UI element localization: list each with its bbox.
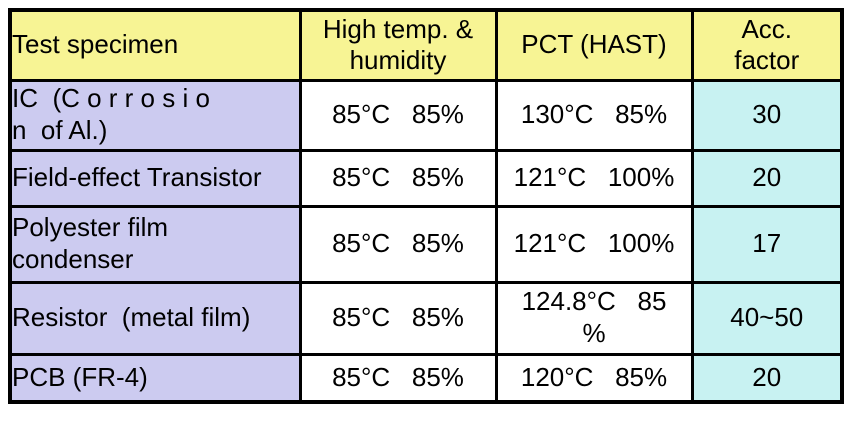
specimen-label: Resistor (metal film)	[12, 302, 251, 333]
pct-hast-cell	[496, 150, 692, 206]
header-label: High temp. &	[322, 13, 474, 44]
header-label: humidity	[349, 45, 447, 76]
header-label: Acc.	[741, 13, 793, 44]
acc-factor-value: 20	[752, 361, 782, 392]
specimen-label: n of Al.)	[12, 115, 108, 145]
specimen-cell	[10, 354, 300, 402]
pct-hast-cell	[496, 80, 692, 150]
specimen-cell	[10, 206, 300, 282]
acc-factor-value: 20	[752, 162, 782, 193]
condition-value: 85°C 85%	[332, 99, 464, 130]
high-temp-humidity-cell	[300, 80, 496, 150]
specimen-cell	[10, 282, 300, 354]
condition-value: 124.8°C 85	[521, 286, 667, 317]
table-row-polyester	[10, 206, 842, 282]
specimen-cell	[10, 80, 300, 150]
condition-value: 85°C 85%	[332, 228, 464, 259]
header-cell-pct-hast	[496, 10, 692, 80]
specimen-label: Polyester film	[12, 212, 169, 243]
specimen-label: condenser	[12, 244, 134, 274]
acc-factor-cell	[692, 282, 842, 354]
header-label: factor	[734, 45, 800, 76]
high-temp-humidity-cell	[300, 206, 496, 282]
condition-value: 130°C 85%	[520, 99, 668, 130]
specimen-label: PCB (FR-4)	[12, 361, 148, 392]
condition-value: 85°C 85%	[332, 162, 464, 193]
condition-value: 121°C 100%	[513, 162, 675, 193]
table-row-pcb	[10, 354, 842, 402]
high-temp-humidity-cell	[300, 150, 496, 206]
header-cell-high-temp-humidity	[300, 10, 496, 80]
header-label: Test specimen	[12, 29, 179, 60]
pct-hast-cell	[496, 354, 692, 402]
specimen-label: IC (C o r r o s i o	[12, 83, 210, 114]
acc-factor-cell	[692, 150, 842, 206]
specimen-cell	[10, 150, 300, 206]
pct-hast-cell	[496, 206, 692, 282]
acc-factor-value: 30	[752, 99, 782, 130]
acc-factor-value: 40~50	[730, 302, 804, 333]
pct-hast-cell	[496, 282, 692, 354]
condition-value: 120°C 85%	[520, 361, 668, 392]
acc-factor-cell	[692, 80, 842, 150]
table-row-ic	[10, 80, 842, 150]
condition-value: %	[582, 318, 606, 348]
acceleration-factor-table	[8, 8, 844, 404]
high-temp-humidity-cell	[300, 282, 496, 354]
high-temp-humidity-cell	[300, 354, 496, 402]
acc-factor-cell	[692, 354, 842, 402]
header-cell-acc-factor	[692, 10, 842, 80]
header-label: PCT (HAST)	[521, 29, 667, 60]
condition-value: 121°C 100%	[513, 228, 675, 259]
acc-factor-value: 17	[752, 228, 782, 259]
condition-value: 85°C 85%	[332, 302, 464, 333]
header-cell-test-specimen	[10, 10, 300, 80]
condition-value: 85°C 85%	[332, 361, 464, 392]
specimen-label: Field-effect Transistor	[12, 162, 262, 193]
table-row-resistor	[10, 282, 842, 354]
acc-factor-cell	[692, 206, 842, 282]
table-row-fet	[10, 150, 842, 206]
header-row	[10, 10, 842, 80]
